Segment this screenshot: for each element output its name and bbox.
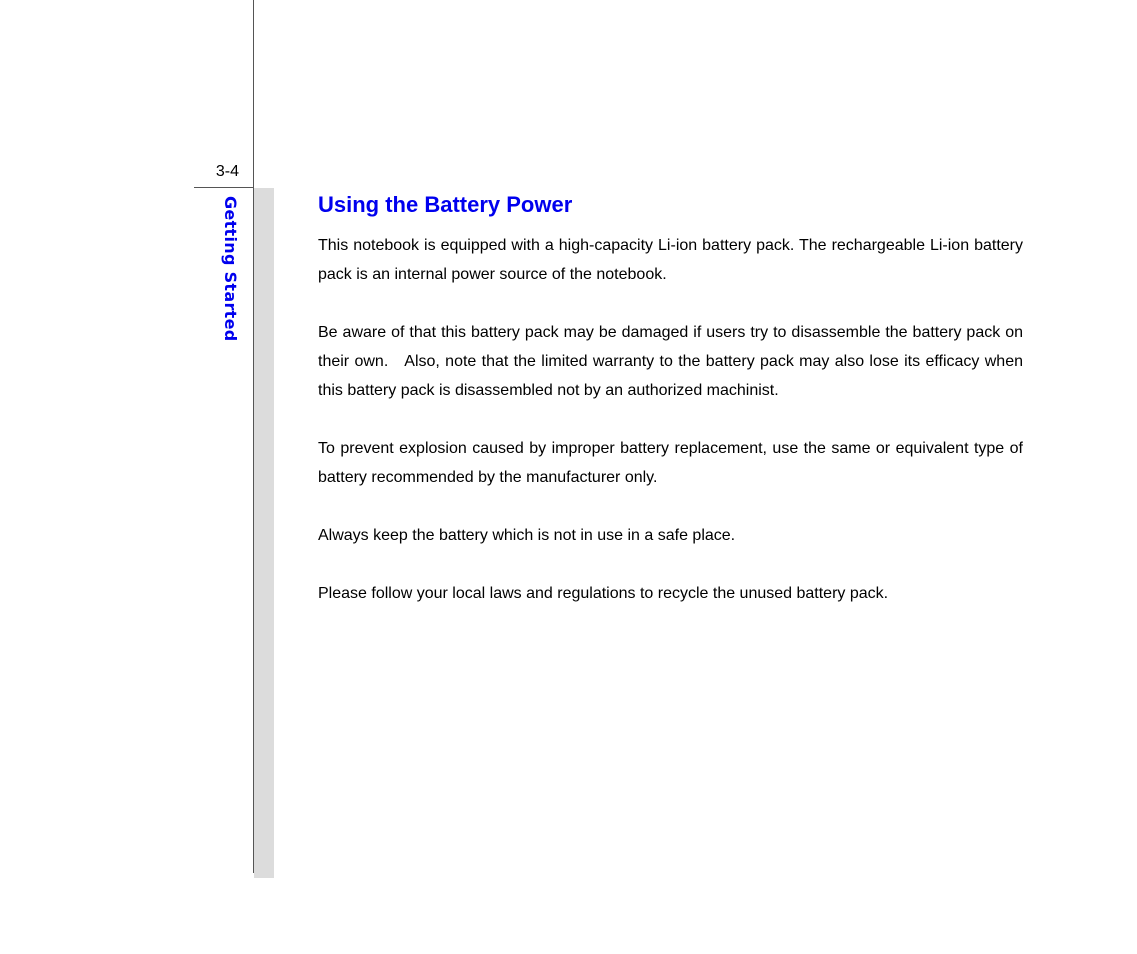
paragraph-explosion-warning: To prevent explosion caused by improper battery replacement, use the same or equivalent type of battery recommended by the manufacturer only. — [318, 440, 1023, 486]
margin-gray-bar — [254, 188, 274, 878]
page-number: 3-4 — [215, 163, 239, 180]
paragraph-disassembly-warning: Be aware of that this battery pack may be damaged if users try to disassemble the battery pack on their own. Also, note that the limited warranty to the battery pack may also lose its efficacy when this battery pack is disassembled not by an authorized machinist. — [318, 324, 1023, 399]
paragraph-li-ion-intro: This notebook is equipped with a high-capacity Li-ion battery pack. The rechargeable Li-ion battery pack is an internal power source of the notebook. — [318, 237, 1023, 283]
chapter-label: Getting Started — [221, 196, 240, 342]
main-content — [318, 190, 1023, 637]
paragraph-recycling: Please follow your local laws and regulations to recycle the unused battery pack. — [318, 585, 889, 602]
paragraph-safe-storage: Always keep the battery which is not in use in a safe place. — [318, 527, 736, 544]
section-title: Using the Battery Power — [318, 192, 573, 217]
page-number-rule — [194, 187, 254, 188]
